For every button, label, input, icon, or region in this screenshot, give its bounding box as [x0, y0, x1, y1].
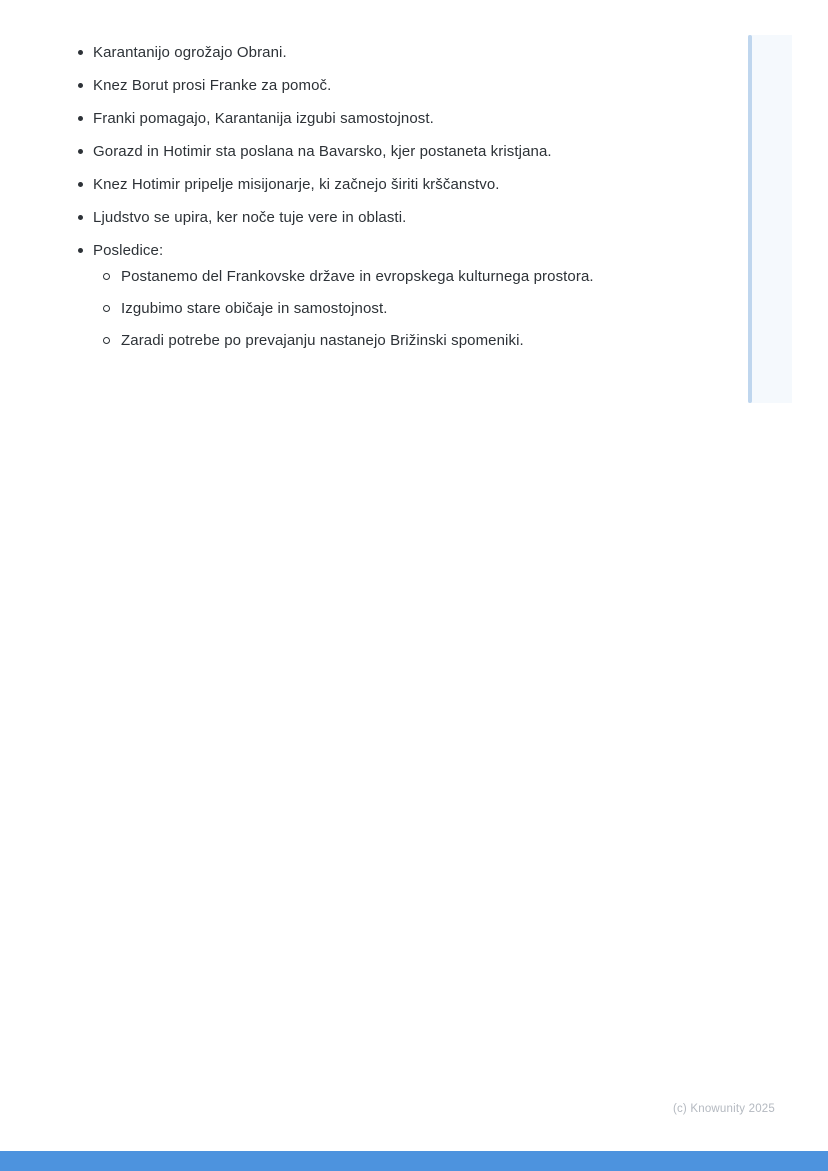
list-item-text: Ljudstvo se upira, ker noče tuje vere in oblasti. [93, 209, 407, 226]
list-item [78, 109, 738, 128]
list-item [78, 142, 738, 161]
bullet-icon [78, 142, 93, 154]
circle-bullet-icon [103, 299, 121, 312]
list-item-text: Knez Borut prosi Franke za pomoč. [93, 77, 332, 94]
nested-list-item-text: Izgubimo stare običaje in samostojnost. [121, 300, 388, 317]
bullet-icon [78, 109, 93, 121]
list-item-text: Posledice: [93, 242, 164, 259]
copyright-text: (c) Knowunity 2025 [672, 1103, 775, 1115]
bullet-icon [78, 241, 93, 253]
nested-list-item [103, 299, 738, 318]
list-item [78, 208, 738, 227]
nested-list-item [103, 267, 738, 286]
list-item [78, 241, 738, 260]
nested-list-item [103, 331, 738, 350]
nested-list-item-text: Zaradi potrebe po prevajanju nastanejo Brižinski spomeniki. [121, 332, 524, 349]
side-panel-accent-line [748, 35, 752, 403]
footer-brand-bar [0, 1151, 828, 1171]
circle-bullet-icon [103, 267, 121, 280]
list-item-text: Karantanijo ogrožajo Obrani. [93, 44, 287, 61]
nested-bullet-list [103, 267, 738, 350]
bullet-icon [78, 208, 93, 220]
nested-list-item-text: Postanemo del Frankovske države in evropskega kulturnega prostora. [121, 268, 594, 285]
circle-bullet-icon [103, 331, 121, 344]
list-item [78, 175, 738, 194]
side-highlight-panel [748, 35, 792, 403]
list-item [78, 76, 738, 95]
list-item-text: Knez Hotimir pripelje misijonarje, ki začnejo širiti krščanstvo. [93, 176, 500, 193]
bullet-icon [78, 43, 93, 55]
list-item-text: Gorazd in Hotimir sta poslana na Bavarsko, kjer postaneta kristjana. [93, 143, 552, 160]
bullet-icon [78, 175, 93, 187]
bullet-icon [78, 76, 93, 88]
bullet-list [78, 43, 738, 363]
list-item-text: Franki pomagajo, Karantanija izgubi samostojnost. [93, 110, 434, 127]
list-item [78, 43, 738, 62]
